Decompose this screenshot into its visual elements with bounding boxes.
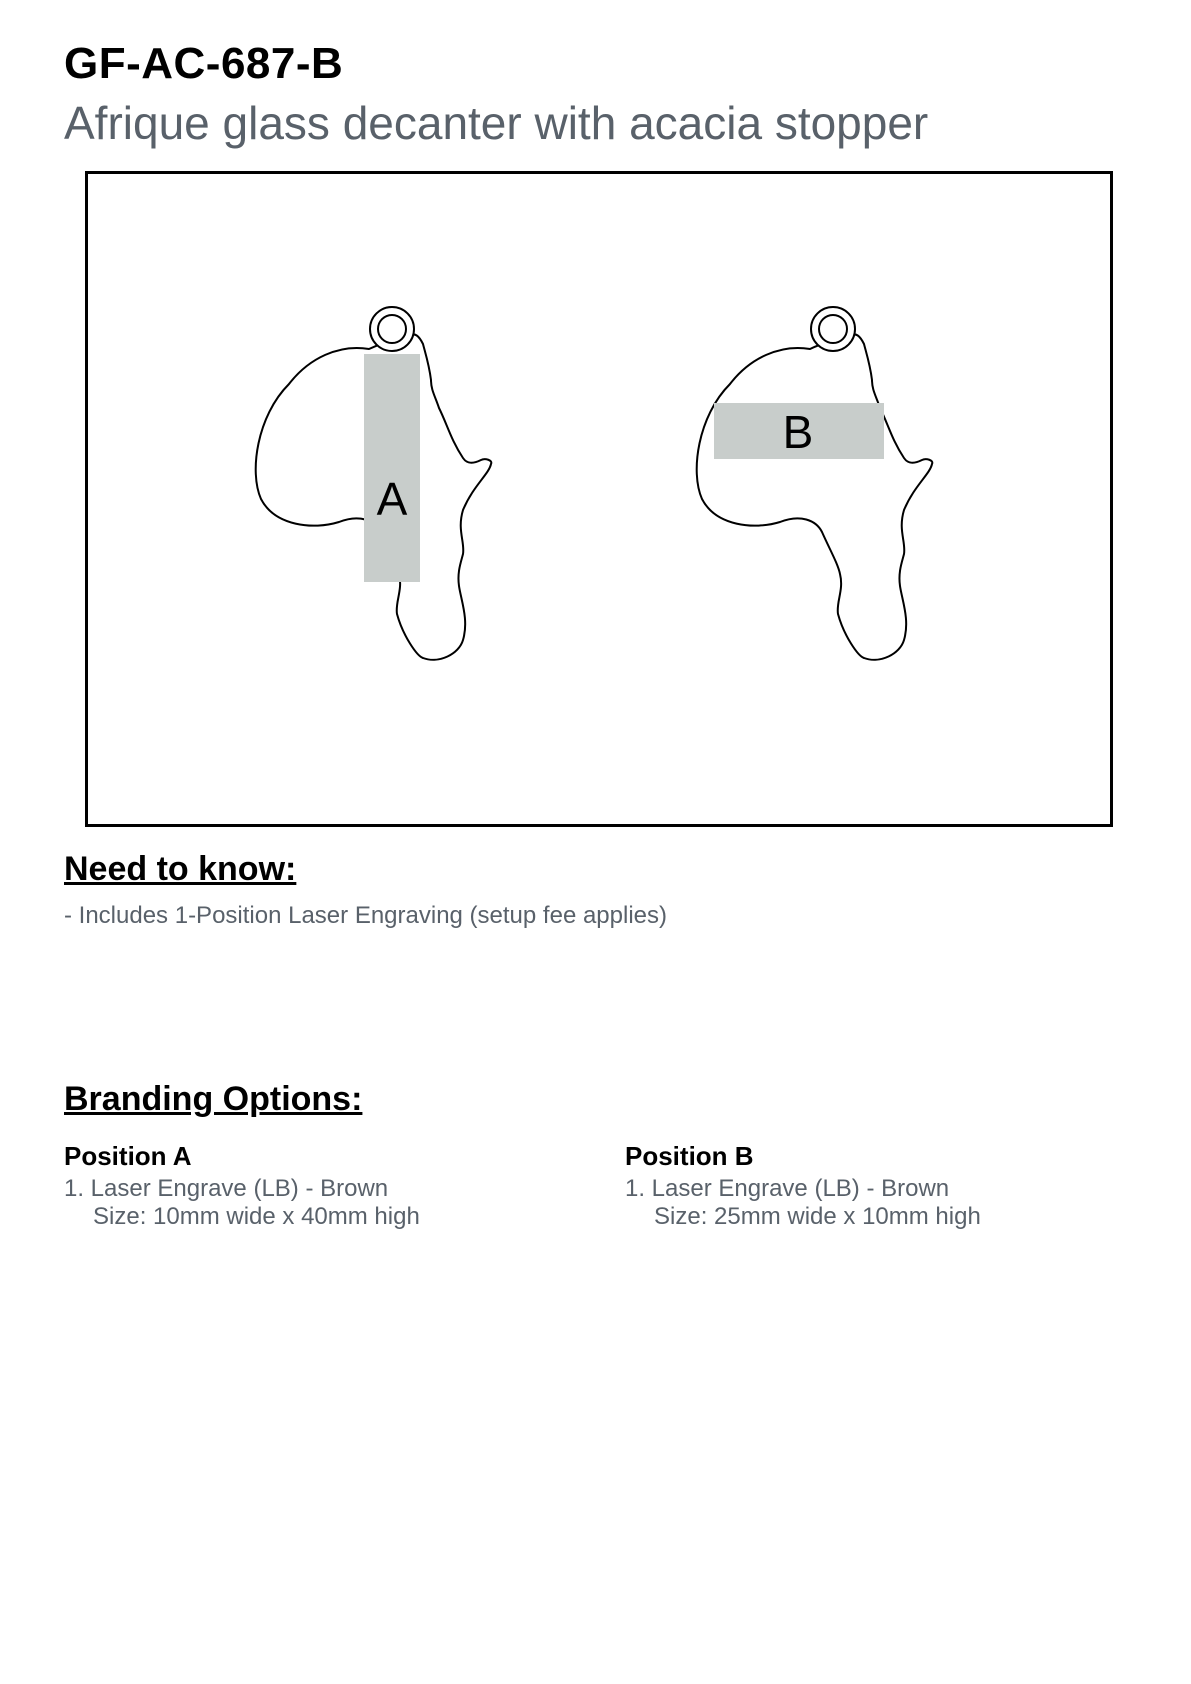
need-to-know-heading: Need to know: [64,850,297,888]
product-code: GF-AC-687-B [64,39,344,88]
position-a-title: Position A [64,1141,192,1171]
need-to-know-item: - Includes 1-Position Laser Engraving (setup fee applies) [64,902,667,929]
position-a-marker: A [376,473,408,525]
position-b-title: Position B [625,1141,754,1171]
pendant-position-a [256,307,492,660]
position-a-method: 1. Laser Engrave (LB) - Brown [64,1174,389,1202]
branding-area-a [364,354,420,582]
position-b-marker: B [782,406,814,458]
diagram-svg [88,174,1110,824]
position-b-size: Size: 25mm wide x 10mm high [654,1203,981,1231]
branding-options-heading: Branding Options: [64,1080,363,1118]
position-a-size: Size: 10mm wide x 40mm high [93,1203,420,1231]
pendant-position-b [697,307,933,660]
position-b-details [625,1142,981,1232]
position-b-method: 1. Laser Engrave (LB) - Brown [625,1174,950,1202]
product-name: Afrique glass decanter with acacia stopper [64,97,929,149]
position-a-details [64,1142,420,1232]
product-diagram [85,171,1113,827]
